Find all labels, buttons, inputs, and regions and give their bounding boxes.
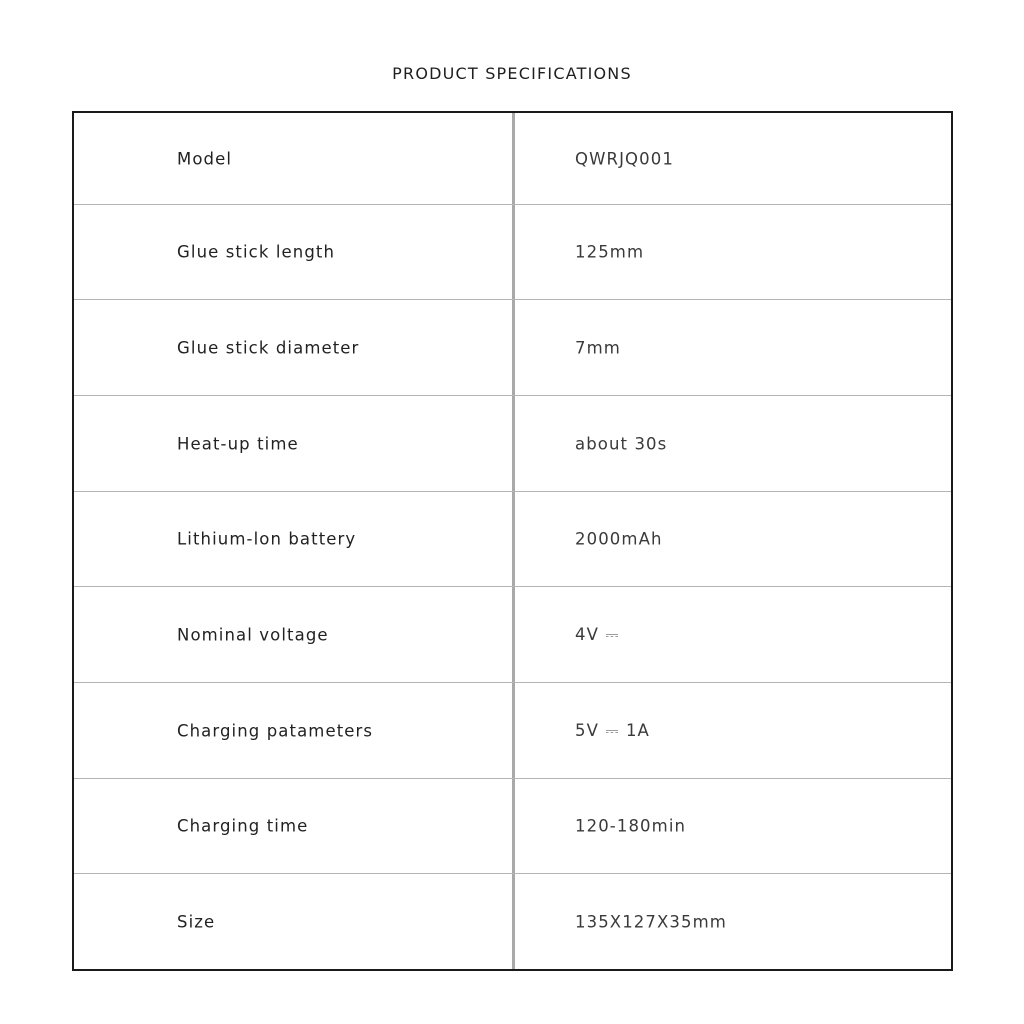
spec-value: 7mm xyxy=(575,338,621,357)
spec-value: 125mm xyxy=(575,242,645,262)
spec-label: Glue stick length xyxy=(177,242,336,262)
spec-value: about 30s xyxy=(575,434,668,453)
spec-label: Nominal voltage xyxy=(177,625,329,644)
spec-label: Model xyxy=(177,149,233,168)
page-title: PRODUCT SPECIFICATIONS xyxy=(392,64,632,83)
spec-label: Charging patameters xyxy=(177,721,374,740)
table-row xyxy=(74,204,951,299)
table-row xyxy=(74,682,951,778)
spec-value: 2000mAh xyxy=(575,529,663,549)
spec-value: 5V ⎓ 1A xyxy=(575,720,650,740)
table-row xyxy=(74,873,951,969)
table-row xyxy=(74,113,951,204)
table-row xyxy=(74,586,951,682)
spec-label: Size xyxy=(177,912,216,931)
table-row xyxy=(74,778,951,873)
spec-value: 120-180min xyxy=(575,816,687,836)
spec-label: Heat-up time xyxy=(177,434,299,453)
spec-label: Glue stick diameter xyxy=(177,338,360,357)
table-row xyxy=(74,299,951,395)
spec-label: Lithium-lon battery xyxy=(177,529,357,549)
table-row xyxy=(74,395,951,491)
spec-value: 135X127X35mm xyxy=(575,912,727,931)
table-row xyxy=(74,491,951,586)
spec-value: QWRJQ001 xyxy=(575,149,674,168)
spec-value: 4V ⎓ xyxy=(575,624,620,644)
spec-table xyxy=(72,111,953,971)
spec-label: Charging time xyxy=(177,816,309,836)
